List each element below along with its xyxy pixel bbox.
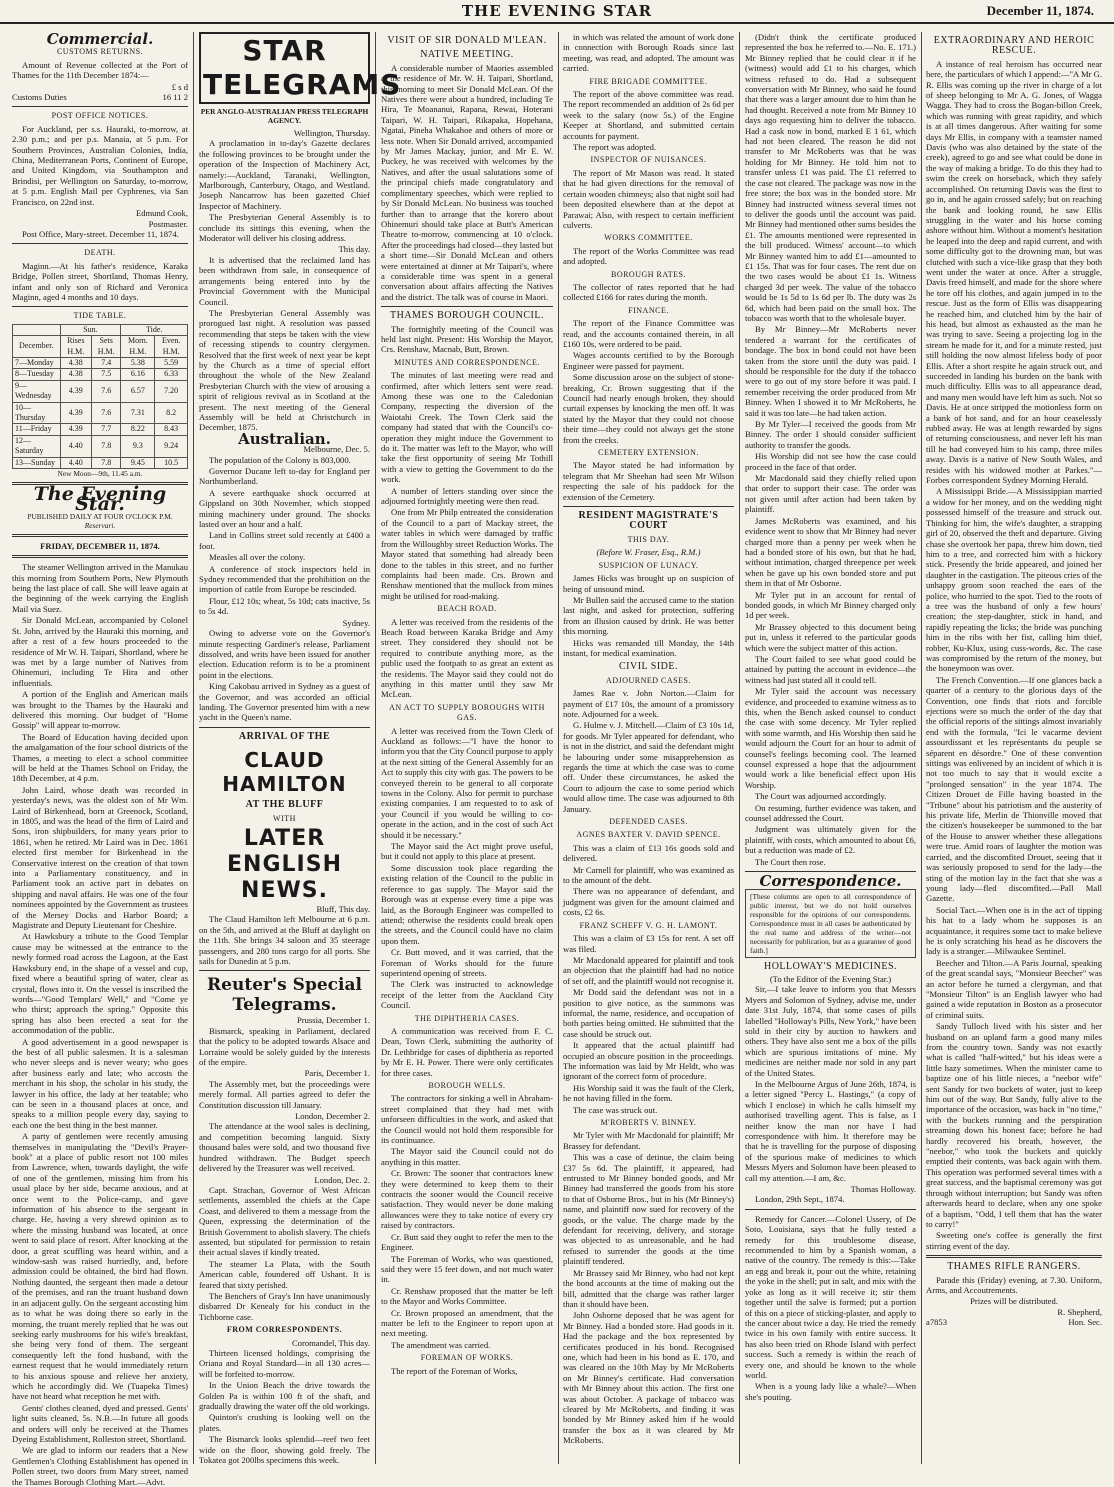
binney-paras [563, 1130, 734, 1445]
tide-col-header: December. [13, 336, 61, 358]
tide-cell: 6.16 [121, 369, 155, 380]
paper-title: The Evening Star. [33, 483, 167, 516]
finance-paras [563, 318, 734, 445]
article-paragraph: Hicks was remanded till Monday, the 14th instant, for medical examination. [563, 637, 734, 658]
motto: Reservari. [84, 520, 116, 530]
article-paragraph: James Rae v. John Norton.—Claim for payment of £17 10s, the amount of a promissory note. Adjourned for a week. [563, 688, 734, 719]
defended-paras [563, 843, 734, 918]
article-paragraph: The Court was adjourned accordingly. [755, 791, 887, 802]
tide-table [12, 324, 188, 469]
article-paragraph: Mr Brassey objected to this document being put in, unless it referred to the particular goods which were the subject matter of this action. [745, 621, 916, 653]
with-heading: WITH [273, 813, 296, 823]
sydney-paras [199, 628, 370, 723]
dateline-paris: Paris, December 1. [304, 1068, 370, 1079]
column-6 [926, 32, 1102, 1464]
rifle-rangers-signature: R. Shepherd, [1057, 1306, 1102, 1317]
col6-paras [926, 59, 1102, 1251]
article-paragraph: A letter was received from the Town Clerk of Auckland as follows:—"I have the honor to inform you that the City Council purpose to apply at the next sitting of the General Assembly for an Act to supply this city with gas. The powers to be conveyed therein to be general to all corporate towns in the Colony. Also for permit to purchase existing companies. I am requested to to ask of your Council if you would be willing to co-operate in the action, and in the cost of such Act should it be necessary." [381, 725, 553, 840]
tide-cell: 4.40 [60, 457, 92, 468]
published-notice: PUBLISHED DAILY AT FOUR O'CLOCK P.M. [27, 511, 173, 521]
minutes-paras [381, 370, 553, 601]
customs-text: Amount of Revenue collected at the Port of Thames for the 11th December 1874:— [12, 59, 188, 81]
coromandel-paras [199, 1348, 370, 1465]
fire-brigade-para: The report of the above committee was read. The report recommended an addition of 2s 6d per week to the salary (now 5s.) of the Engine Keeper at Shortland, and submitted certain accounts for payment. [563, 89, 734, 141]
tide-col-header: Rises H.M. [60, 336, 92, 358]
article-paragraph: A proclamation in to-day's Gazette declares the following provinces to be brought under the operation of the Inspection of Machinery Act, namely:—Auckland, Taranaki, Wellington, Marlborough, Canterbury, Otago, and Westland. Joseph Nancarrow has been gazetted Chief Inspector of Machinery. [199, 138, 370, 211]
column-rule [375, 32, 376, 1464]
tide-cell: 7.8 [92, 435, 121, 457]
rifle-rangers-title: Hon. Sec. [1068, 1317, 1102, 1328]
article-paragraph: Some discussion arose on the subject of stone-breaking, Cr. Brown suggesting that if the Council had nearly enough broken, they should curtail expenses by knocking the men off. It was stated by the Mayor that they could not choose their time—they could not always get the stone from the creeks. [563, 372, 734, 445]
tide-cell: 7.6 [92, 402, 121, 424]
article-paragraph: Mr Brassey said Mr Binney, who had not kept the bond accounts at the time of making out the bill, admitted that the charge was rather larger than it should have been. [563, 1267, 734, 1309]
article-paragraph: A severe earthquake shock occurred at Gippsland on 30th November, which stopped mining machinery under ground. The shocks lasted over an hour and a half. [199, 487, 370, 530]
article-paragraph: This was a claim of £13 16s goods sold and delivered. [563, 842, 734, 864]
foreman-para: The report of the Foreman of Works, [391, 1365, 518, 1376]
defended-heading: DEFENDED CASES. [609, 817, 688, 827]
article-paragraph: There was no appearance of defendant, and judgment was given for the amount claimed and costs, £2 6s. [563, 886, 734, 918]
article-paragraph: Mr Tyler with Mr Macdonald for plaintiff; Mr Brassey for defendant. [563, 1130, 734, 1151]
tide-cell: 6.57 [121, 380, 155, 402]
tide-cell: 6.33 [155, 369, 188, 380]
article-paragraph: Sir Donald McLean, accompanied by Colonel St. John, arrived by the Hauraki this morning, and after a rest of a few hours proceeded to the residence of Mr W. H. Taipari, Shortland, where he was met by a large number of Natives from Ohinemuri, including Te Hira and other influentials. [12, 615, 188, 688]
article-paragraph: The Presbyterian General Assembly was prorogued last night. A resolution was passed recommending that steps be taken with the view of recessing stipends to country clergymen. Resolved that the first week of next year be kept by the Church as a time of special effort throughout the whole of the New Zealand Presbyterian Church with the view of arousing a spirit of religious revival as in Scotland at the present. The next meeting of the General Assembly will be held at Christchurch in December, 1875. [199, 307, 370, 433]
prussia-para: Bismarck, speaking in Parliament, declared that the policy to be adopted towards Alsace and Lorraine would be solely guided by the interests of the empire. [199, 1025, 370, 1068]
article-paragraph: The French Convention.—If one glances back a quarter of a century to the glorious days of the Convention, one finds that riots and forcible ejections were so much the order of the day that the official reports of the sittings almost invariably end with the formula, "Ici le vacarme devient assourdissant et les représentants du peuple se séparent en désordre." One of these convention sittings was enlivened by an incident of which it is not too much to say that it would excite a "prolonged sensation" in the year 1874. The Citizen Drouet de Fille having boasted in the "Tribune" about his patriotism and the austerity of his private life, Merlin de Thionville moved that the citizen's housekeeper be summoned to the bar of the House to answer whether these allegations were true. Amid roars of laughter the motion was carried, and the discomfited Drouet, seeing that it was seriously proposed to send for the lady—the sting of the motion lay in the fact that she was a young lady—fled discomfited.—Pall Mall Gazette. [926, 674, 1102, 904]
article-paragraph: The amendment was carried. [391, 1339, 491, 1350]
article-paragraph: The report of the Finance Committee was read, and the accounts contained therein, in all £160 10s, were ordered to be paid. [563, 318, 734, 349]
tide-cell: 7—Monday [13, 357, 61, 368]
diphtheria-heading: THE DIPHTHERIA CASES. [414, 1013, 520, 1023]
article-paragraph: One from Mr Philp entreated the consideration of the Council to a part of Mackay street, the water tables in which were damaged by traffic from the Willoughby street Reduction Works. The Mayor stated that something had already been done to the tables in this street, and no further complaints had been made. Crs. Brown and Renshaw mentioned that the mullock from mines might be utilised for road-making. [381, 507, 554, 601]
article-paragraph: Judgment was ultimately given for the plaintiff, with costs, which amounted to about £6, but a reduction was made of £2. [745, 824, 916, 856]
court-heading: RESIDENT MAGISTRATE'S COURT [578, 510, 719, 532]
dateline: FRIDAY, DECEMBER 11, 1874. [40, 540, 160, 551]
article-paragraph: Beecher and Tilton.—A Paris Journal, speaking of the great scandal says, "Monsieur Beecher" was an actor before he turned a clergyman, and that "Monsieur Tilton" is an English lawyer who had gained a wide reputation in Boston as a prosecutor of criminal suits. [926, 957, 1102, 1020]
column-rule [558, 32, 559, 1464]
article-paragraph: Mr Macdonald said they chiefly relied upon that order to support their case. The order was not given until after action had been taken by plaintiff. [745, 473, 916, 515]
article-paragraph: Mr Dodd said the defendant was not in a position to give notice, as the summons was informal, the name, residence, and occupation of both parties being omitted. He submitted that the case should be struck out. [563, 987, 734, 1039]
article-paragraph: In the Melbourne Argus of June 26th, 1874, is a letter signed "Percy L. Hastings," (a copy of which I enclose) in which he calls himself my authorised travelling agent. This is false, as I neither know the man nor have I had correspondence with him. It therefore may be that he is travelling for the purpose of disposing of the spurious make of medicines to which Messrs Myers and Solomon have been pleased to call my attention.—I am, &c. [745, 1078, 916, 1183]
article-paragraph: G. Hulme v. J. Mitchell.—Claim of £3 10s 1d, for goods. Mr Tyler appeared for defendant, who is not in the district, and said the defendant might be labouring under some misapprehension as regards the time at which the case was to come off. Under these circumstances, he asked the Court to adjourn the case to some period which would allow time. The case was adjourned to 8th January. [563, 720, 734, 814]
article-paragraph: The Court failed to see what good could be attained by putting the account in evidence—the witness had just stated all it could tell. [745, 653, 916, 685]
tide-cell: 4.39 [60, 380, 92, 402]
adjourned-heading: ADJOURNED CASES. [606, 675, 691, 685]
paris-para: The Assembly met, but the proceedings were merely formal. All parties agreed to defer the Constitution discussion till January. [199, 1078, 370, 1110]
visit-heading: VISIT OF SIR DONALD M'LEAN. [387, 35, 547, 46]
nuisances-para: The report of Mr Mason was read. It stated that he had given directions for the removal of certain wooden chimneys; also that night soil had been deposited elsewhere than at the depot at Parawai; Also, with respect to certain inefficient culverts. [563, 167, 734, 230]
ad-reference: a7853 [926, 1317, 948, 1328]
tide-row [13, 435, 188, 457]
article-paragraph: His Worship said it was the fault of the Clerk, he not having filled in the form. [563, 1082, 734, 1104]
article-paragraph: The case was struck out. [573, 1104, 658, 1115]
death-text: Maginn.—At his father's residence, Karaka Bridge, Pollen street, Shortland, Thomas Henry, infant and only son of Richard and Veronica Maginn, aged 4 months and 10 days. [12, 260, 188, 302]
tide-row [13, 457, 188, 468]
post-office-text: For Auckland, per s.s. Hauraki, to-morrow, at 2.30 p.m.; and per p.s. Manaia, at 5 p.m. For Southern Provinces, Australian Colonies, India, China, Mediterranean Ports, Continent of Europe, and United Kingdom, via Southampton and Brindisi, per Wellington on Saturday, to-morrow, at 5 p.m. English Mail per Cyphrenes, via San Francisco, on 22nd inst. [12, 123, 188, 207]
article-paragraph: Measles all over the colony. [209, 552, 306, 563]
tide-table-heading: TIDE TABLE. [73, 311, 127, 321]
article-paragraph: The Mayor said the Council could not do anything in this matter. [381, 1146, 553, 1167]
tide-cell: 8.22 [121, 424, 155, 435]
article-paragraph: Mr Tyler said the account was necessary evidence, and proceeded to examine witness as to this, when the Bench asked counsel to conduct the case with some decency. Mr Tyler replied with some warmth, and His Worship then said he would adjourn the Court for an hour to admit of counsel's feelings becoming cool. The learned counsel expressed a hope that the adjournment would work a like beneficial effect upon His Worship. [745, 686, 916, 790]
dateline-this-day: This day. [338, 244, 370, 255]
tide-cell: 8.43 [155, 424, 188, 435]
adjourned-paras [563, 688, 734, 814]
gas-act-heading: AN ACT TO SUPPLY BOROUGHS WITH GAS. [389, 702, 545, 723]
article-paragraph: The steamer Wellington arrived in the Manukau this morning from Southern Ports, New Plymouth being the last place of call. She will leave again at the beginning of the week carrying the English Mail via Suez. [12, 562, 188, 614]
lunacy-heading: SUSPICION OF LUNACY. [598, 560, 699, 570]
customs-amount: 16 11 2 [162, 92, 188, 103]
column-3 [381, 32, 553, 1464]
article-paragraph: The Court then rose. [755, 856, 826, 867]
newspaper-title: THE EVENING STAR [461, 2, 653, 20]
holloway-signature: Thomas Holloway. [850, 1184, 916, 1195]
column-2 [199, 32, 402, 1466]
holloway-date: London, 29th Sept., 1874. [755, 1194, 845, 1205]
wellington-paras-2 [199, 255, 370, 433]
article-paragraph: Cr. Brown: The sooner that contractors knew they were determined to keep them to their contracts the sooner would the Council receive satisfaction. They would never be done making allowances were they to take notice of every cry raised by contractors. [381, 1168, 553, 1231]
rifle-rangers-text: Parade this (Friday) evening, at 7.30. Uniform, Arms, and Accoutrements. [926, 1274, 1102, 1295]
article-paragraph: Quinton's crushing is looking well on the plates. [199, 1412, 370, 1433]
dateline-bluff: Bluff, This day. [316, 903, 370, 914]
article-paragraph: Sandy Tulloch lived with his sister and her husband on an upland farm a good many miles from the country town. Sandy was not exactly what is called "half-witted," but his ideas were a little hazy sometimes. When the minister came to baptize one of his little nieces, a "neebor wife" sent Sandy for two buckets of water, just to keep him out of the way. But Sandy, fully alive to the importance of the occasion, was back in "no time," with the buckets running and the perspiration streaming down his honest face; before he had hardly recovered his breath, however, the "neebor," who took the buckets and quickly emptied their contents, was back again with them. This operation was performed several times with a great success, and the baptismal ceremony was got through without interruption; but Sandy was often afterwards heard to declare, when any one spoke of a baptism, "Odd, I tell them that has the water to carry!" [926, 1021, 1102, 1229]
customs-label: Customs Duties [12, 92, 67, 103]
article-paragraph: Mr Macdonald appeared for plaintiff and took an objection that the plaintiff had had no notice of set off, and the plaintiff would not recognise it. [563, 954, 734, 986]
article-paragraph: In the Union Beach the drive towards the Golden Pa is within 100 ft of the shaft, and gradually drawing the water off the old workings. [199, 1380, 370, 1412]
tide-cell: 12—Saturday [13, 435, 61, 457]
london-paras [199, 1185, 370, 1322]
dateline-melbourne: Melbourne, Dec. 5. [303, 444, 370, 455]
article-paragraph: The steamer La Plata, with the South American cable, foundered off Ushant. It is feared that sixty perished. [199, 1258, 370, 1290]
article-paragraph: Cr. Butt moved, and it was carried, that the Foreman of Works should for the future superintend opening of streets. [381, 947, 553, 978]
beach-road-heading: BEACH ROAD. [437, 604, 497, 614]
column-1 [12, 30, 188, 1487]
article-paragraph: Cr. Butt said they ought to refer the men to the Engineer. [381, 1231, 553, 1253]
article-paragraph: Capt. Strachan, Governor of West African settlements, assembled the chiefs at the Cape Coast, and delivered to them a message from the Queen, expressing the determination of the British Government to abolish slavery. The chiefs assented, but stipulated for permission to retain their actual slaves if kindly treated. [199, 1184, 370, 1258]
scheff-heading: FRANZ SCHEFF V. G. H. LAMONT. [579, 920, 718, 930]
tide-cell: 5.59 [155, 357, 188, 368]
claud-hamilton-heading: CLAUD HAMILTON [222, 748, 347, 797]
article-paragraph: By Mr Binney—Mr McRoberts never tendered a warrant for the certificates of bondage. The box in bond could not have been taken from the store until the duty was paid. I should be responsible for the duty if the tobacco were to go out of my store before it was paid. I remember receiving the order produced from Mr Binney. When I showed it to Mr McRoberts, he said it was too late—he had taken action. [745, 324, 916, 418]
tide-cell: 4.38 [60, 369, 92, 380]
article-paragraph: A conference of stock inspectors held in Sydney recommended that the prohibition on the importion of cattle from Europe be rescinded. [199, 563, 370, 595]
correspondence-heading: Correspondence. [759, 872, 902, 891]
wellington-paras [199, 138, 370, 243]
star-telegrams-heading: STAR TELEGRAMS [199, 32, 370, 104]
issue-date: December 11, 1874. [986, 3, 1094, 18]
works-report-paras [563, 32, 734, 74]
article-paragraph: On resuming, further evidence was taken, and counsel addressed the Court. [745, 802, 916, 824]
dateline-wellington: Wellington, Thursday. [293, 128, 370, 138]
scheff-paras [563, 933, 734, 1115]
article-paragraph: James McRoberts was examined, and his evidence went to show that Mr Binney had never charged more than a penny per week when he had a bonded store of his own, but that he had, without intimation, charged threepence per week when he gave up his own bonded store and put them in that of Mr Osborne. [745, 515, 916, 589]
rates-heading: BOROUGH RATES. [610, 269, 686, 279]
finance-heading: FINANCE. [628, 305, 669, 315]
native-meeting-heading: NATIVE MEETING. [420, 49, 514, 61]
tide-cell: 9.24 [155, 435, 188, 457]
article-paragraph: Mr Carnell for plaintiff, who was examined as to the amount of the debt. [563, 864, 734, 886]
article-paragraph: Thirteen licensed holdings, comprising the Oriana and Royal Standard—in all 130 acres—will be forfeited to-morrow. [199, 1348, 370, 1379]
article-paragraph: Sir,—I take leave to inform you that Messrs Myers and Solomon of Sydney, advise me, under date 31st July, 1874, that some cases of pills labelled "Holloway's Pills, New York," have been sold in their city by auction to hawkers and others. They have also sent me a box of the pills which are spurious imitations of mine. My medicines are neither made nor sold in any part of the United States. [745, 984, 916, 1078]
article-paragraph: His Worship did not see how the case could proceed in the face of that order. [745, 451, 916, 472]
dateline-sydney: Sydney. [342, 617, 370, 628]
fire-brigade-heading: FIRE BRIGADE COMMITTEE. [589, 76, 708, 86]
binney-continued-paras [745, 32, 916, 867]
tide-cell: 7.8 [92, 457, 121, 468]
tide-cell: 8.2 [155, 402, 188, 424]
cancer-remedy-para: Remedy for Cancer.—Colonel Ussery, of De Soto, Louisiana, says that he fully tested a remedy for this troublesome disease, recommended to him by a Spanish woman, a native of the country. The remedy is this:—Take an egg and break it, pour out the white, retaining the yoke in the shell; put in salt, and mix with the yoke as long as it will receive it; stir them together until the salve is formed; put a portion of this on a piece of sticking-plaster, and apply to the cancer about twice a day. He tried the remedy twice in his own family with entire success. It has also been tried on Rhode Island with perfect success. Such a remedy is within the reach of every one, and should be known to the whole world. [745, 1213, 916, 1380]
article-paragraph: The Foreman of Works, who was questioned, said they were 15 feet down, and not much water in. [381, 1253, 553, 1285]
heroic-rescue-heading: EXTRAORDINARY AND HEROIC RESCUE. [933, 35, 1095, 57]
tide-cell: 7.7 [92, 424, 121, 435]
fire-brigade-para-2: The report was adopted. [573, 142, 657, 153]
article-paragraph: A Mississippi Bride.—A Mississippian married a widow for her money, and on the wedding night possessed himself of the treasure and struck out. Thinking for him, the wife's daughter, a strapping girl of 20, observed the theft and departure. Giving chase she overtook her papa, threw him down, tied him to a tree, and corrected him with a hickory stick. Presently the bride appeared, and joined her daughter in the castigation. The piteous cries of the unhappy groom soon reached the ears of the police, who hurried to the spot. Tied to the roots of a tree was the husband of only a few hours' creation; the step-daughter, stick in hand, and rapidly repeating the licks; the bride was punching him in the ribs with her fist, calling him thief, robber, Ku-Klux, using cuss-words, &c. The case was compromised by the return of the money, but the honeymoon was over. [926, 486, 1102, 674]
rifle-rangers-prizes: Prizes will be distributed. [970, 1296, 1058, 1307]
article-paragraph: Wages accounts certified to by the Borough Engineer were passed for payment. [563, 350, 734, 371]
article-paragraph: Land in Collins street sold recently at £400 a foot. [199, 530, 370, 551]
tide-col-header [13, 324, 61, 335]
article-paragraph: We are glad to inform our readers that a New Gentlemen's Clothing Establishment has opened in Pollen street, two doors from Mary street, named the Thames Borough Clothing Mart.—Advt. [12, 1445, 188, 1487]
arrival-heading: ARRIVAL OF THE [238, 730, 331, 742]
post-signature: Edmund Cook, [135, 208, 188, 219]
tide-cell: 4.40 [60, 435, 92, 457]
tide-row [13, 402, 188, 424]
article-paragraph: The contractors for sinking a well in Abraham-street complained that they had met with unforseen difficulties in the work, and asked that the Council would not hold them responsible for its continuance. [381, 1093, 553, 1146]
article-paragraph: Cr. Brown proposed an amendment, that the matter be left to the Engineer to report upon at next meeting. [381, 1307, 553, 1339]
article-paragraph: John Osborne deposed that he was agent for Mr Binney. Had a bonded store. Had goods in it. Had the package and the box represented by certificates produced in his bond. Recognised one, which had been in his bond as E. 170, and was cleared on the 10th May by Mr McRoberts on Mr Binney's certificate. Had conversation with Mr Binney about this action. The first one was about October. A package of tobacco was cleared by Mr McRoberts, and finding it was bonded by Mr Binney asked him if he would transfer the box as it was cleared by Mr McRoberts. [563, 1310, 734, 1446]
article-paragraph: Social Tact.—When one is in the act of tipping his hat to a lady whom he supposes is an acquaintance, it requires some tact to make believe he is only scratching his head as he discovers the lady is a stranger.—Milwaukee Sentinel. [926, 904, 1102, 957]
post-office-date: Post Office, Mary-street. December 11, 1874. [22, 228, 179, 239]
tide-col-header: Morn. H.M. [121, 336, 155, 358]
commercial-heading: Commercial. [46, 30, 154, 48]
rates-para: The collector of rates reported that he had collected £166 for rates during the month. [563, 281, 734, 303]
tide-row [13, 357, 188, 368]
tide-cell: 8—Tuesday [13, 369, 61, 380]
tide-cell: 9.45 [121, 457, 155, 468]
london-para: The attendance at the wool sales is declining, and competition becoming languid. Sixty thousand bales were sold, and two thousand five hundred withdrawn. The Budget speech delivered by the Treasurer was well received. [199, 1121, 370, 1174]
tide-cell: 4.39 [60, 424, 92, 435]
article-paragraph: The minutes of last meeting were read and confirmed, after which letters sent were read. Among these was one to the Caledonian Company, respecting the diversion of the Waiotahi Creek. The Town Clerk said the company had stated that with the Council's co-operation they might induce the Government to do it. The matter was left to the Mayor, who will take the first opportunity of seeing Mr Tothill with a view to getting the Government to do the work. [381, 370, 553, 485]
article-paragraph: The Benchers of Gray's Inn have unanimously disbarred Dr Kenealy for his conduct in the Tichborne case. [199, 1290, 370, 1322]
tide-cell: 7.6 [92, 380, 121, 402]
works-committee-para: The report of the Works Committee was read and adopted. [563, 245, 734, 267]
article-paragraph: John Laird, whose death was recorded in yesterday's news, was the oldest son of Mr Wm. Laird of Birkenhead, born at Greenock, Scotland, in 1805, and was the head of the firm of Laird and Sons, iron shipbuilders, for many years prior to 1861, when he retired. Mr Laird was in Dec. 1861 elected first member for Birkenhead in the Conservative interest on the creation of that town into a Parliamentary constituency, and in Parliament took an active part in debates on shipping and naval affairs. He was one of the four nominees appointed by the Government as trustees of the Mersey Docks and Harbor Board; a Magistrate and Deputy Lieutenant for Cheshire. [12, 784, 188, 931]
wells-paras [381, 1093, 553, 1350]
tide-cell: 4.38 [60, 357, 92, 368]
article-paragraph: A party of gentlemen were recently amusing themselves in manipulating the "Devil's Prayer-book" at a place of public resort not 100 miles from Lawrence, when, towards daylight, the wife of one of the gentlemen, missing him from his usual place by her side, became anxious, and at once went to the Police-camp, and gave information of his absence to the sergeant in charge. He, having a very shrewd opinion as to where the missing husband was located, at once went to said place of resort. After knocking at the door, a great scuffling was heard within, and a window-sash was raised hurriedly, and, before admission could be obtained, the bird had flown. Nothing daunted, the sergeant then made a detour of the premises, and ran the truant husband down in an adjacent gully. On the sergeant accosting him as to what he was doing there so early in the morning, the truant merely replied that he was out seeking early mushrooms for his wife's breakfast, she being very fond of them. The sergeant consequently left the fond husband, with the earnest request that he would immediately return to his anxious spouse and relieve her anxiety, which he accordingly did. We (Tuapeka Times) have not heard what reception he met with. [12, 1131, 188, 1402]
wells-heading: BOROUGH WELLS. [428, 1081, 506, 1090]
article-paragraph: Some discussion took place regarding the existing relation of the Council to the public in reference to gas supply. The Mayor said the Borough was at expense every time a pipe was laid, as the Borough Engineer was compelled to attend; otherwise the residents could break open the streets, and the Council could have no claim upon them. [381, 862, 553, 946]
rifle-rangers-heading: THAMES RIFLE RANGERS. [947, 1261, 1081, 1273]
cemetery-para: The Mayor stated he had information by telegram that Mr Sheehan had seen Mr Wilson respecting the sale of his paddock for the extension of the Cemetery. [563, 460, 734, 502]
beach-road-para: A letter was received from the residents of the Beach Road between Karaka Bridge and Amy street. They considered they should not be required to contribute anything more, as the public used the footpath to as great an extent as the residents. The Mayor said they could not do anything in this matter until they saw Mr McLean. [381, 616, 553, 700]
article-paragraph: This was a claim of £3 15s for rent. A set off was filed. [563, 933, 734, 954]
tide-group-header: Tide. [121, 324, 188, 335]
article-paragraph: Flour, £12 10s; wheat, 5s 10d; cats inactive, 5s to 5s 4d. [199, 595, 370, 617]
article-paragraph: The Clerk was instructed to acknowledge receipt of the letter from the Auckland City Council. [381, 979, 553, 1011]
tide-cell: 7.4 [92, 357, 121, 368]
article-paragraph: It is advertised that the reclaimed land has been withdrawn from sale, in consequence of arrangements being entered into by the Provincial Government with the Municipal Council. [199, 254, 370, 307]
article-paragraph: King Cakobau arrived in Sydney as a guest of the Governor, and was accorded an official landing. The Governor presented him with a new yacht in the Queen's name. [199, 681, 370, 723]
tide-cell: 7.20 [155, 380, 188, 402]
article-paragraph: Sweeting one's coffee is generally the first stirring event of the day. [926, 1230, 1102, 1251]
article-paragraph: This was a case of detinue, the claim being £37 5s 6d. The plaintiff, it appeared, had entrusted to Mr Binney bonded goods, and Mr Binney had transferred the goods from his store to that of Osborne Bros., but in his (Mr Binney's) name, and plaintiff now sued for recovery of the goods, or the value. The charge made by the defendant for receiving, delivery, and storage was objected to as unreasonable, and he had refused to surrender the goods at the time plaintiff tendered. [563, 1152, 734, 1267]
customs-row [12, 92, 188, 102]
tide-note: New Moon—9th, 11.45 a.m. [57, 469, 143, 479]
agency-line: PER ANGLO-AUSTRALIAN PRESS TELEGRAPH AGENCY. [200, 107, 369, 125]
tide-row [13, 369, 188, 380]
works-committee-heading: WORKS COMMITTEE. [604, 233, 693, 243]
article-paragraph: At Hawksbury a tribute to the Good Templar cause may be witnessed at the entrance to the newly formed road across the Lagoon, at the East Hawksbury end, in the shape of a vessel and cup, fixed where a beautiful spring of water, clear as crystal, flows into it. On the vessel is inscribed the words—"Good Templars' Well," and "Come ye who thirst; approach the spring." Opposite this spring has also been erected a seat for the accommodation of the public. [12, 931, 188, 1036]
later-news-heading: LATER ENGLISH NEWS. [227, 825, 342, 903]
column-4 [563, 32, 734, 1464]
tide-cell: 9.3 [121, 435, 155, 457]
dateline-london: London, December 2. [295, 1111, 370, 1122]
council-para: The fortnightly meeting of the Council was held last night. Present: His Worship the Mayor, Crs. Renshaw, Macnab, Butt, Brown. [381, 323, 553, 355]
tide-group-header: Sun. [60, 324, 121, 335]
bluff-para: The Claud Hamilton left Melbourne at 6 p.m. on the 5th, and arrived at the Bluff at daylight on the 11th. She brings 34 saloon and 35 steerage passengers, and 280 tons cargo for all ports. She sails for Dunedin at 5 p.m. [199, 914, 370, 966]
rifle-rangers-footer [926, 1317, 1102, 1327]
article-paragraph: in which was related the amount of work done in connection with Borough Roads since last meeting, was read, and adopted. The amount was carried. [563, 32, 734, 74]
article-paragraph: Mr Tyler put in an account for rental of bonded goods, in which Mr Binney charged only 1d per week. [745, 589, 916, 621]
tide-cell: 13—Sunday [13, 457, 61, 468]
dateline-prussia: Prussia, December 1. [296, 1015, 370, 1026]
column-rule [739, 32, 740, 1464]
tide-cell: 11—Friday [13, 424, 61, 435]
article-paragraph: By Mr Tyler—I received the goods from Mr Binney. The order I should consider sufficient authority to transfer the goods. [745, 419, 916, 450]
column-5 [745, 32, 916, 1464]
tide-col-header: Even. H.M. [155, 336, 188, 358]
lunacy-paras [563, 573, 734, 658]
holloway-sub: (To the Editor of the Evening Star.) [769, 973, 892, 984]
australian-heading: Australian. [238, 429, 331, 448]
article-paragraph: Mr Bullen said the accused came to the station last night, and asked for protection, suffering from an illusion caused by drink. He was better this morning. [563, 594, 734, 637]
cemetery-heading: CEMETERY EXTENSION. [598, 448, 699, 458]
foreman-heading: FOREMAN OF WORKS. [420, 1353, 514, 1363]
holloway-heading: HOLLOWAY'S MEDICINES. [763, 960, 898, 972]
customs-heading: CUSTOMS RETURNS. [56, 47, 144, 57]
tide-cell: 4.39 [60, 402, 92, 424]
tide-cell: 5.38 [121, 357, 155, 368]
at-bluff-heading: AT THE BLUFF [245, 799, 324, 811]
article-paragraph: The Bismarck looks splendid—reef two feet wide on the floor, showing gold freely. The Tokatea got 200lbs specimens this week. [199, 1434, 370, 1466]
article-paragraph: The Presbyterian General Assembly is to conclude its sittings this evening, when the Moderator will deliver his closing address. [199, 212, 370, 244]
gas-paras [381, 726, 553, 1011]
minutes-heading: MINUTES AND CORRESPONDENCE. [394, 357, 540, 367]
article-paragraph: Governor Ducane left to-day for England per Northumberland. [199, 466, 370, 487]
court-day: THIS DAY. [627, 534, 670, 544]
article-paragraph: The Board of Education having decided upon the amalgamation of the four school districts of the Thames, a meeting to elect a school committee will be held at the Thames School on Friday, the 18th December, at 4 p.m. [12, 731, 188, 784]
article-paragraph: The population of the Colony is 803,000. [209, 454, 351, 465]
column-rule [193, 32, 194, 1464]
article-paragraph: The Mayor said the Act might prove useful, but it could not apply to this place at present. [381, 841, 553, 862]
tide-row [13, 380, 188, 402]
holloway-paras [745, 984, 916, 1183]
court-before: (Before W. Fraser, Esq., R.M.) [596, 547, 701, 558]
article-paragraph: A number of letters standing over since the adjourned fortnightly meeting were then read. [381, 485, 553, 507]
correspondents-heading: FROM CORRESPONDENTS. [226, 1325, 343, 1335]
nuisances-heading: INSPECTOR OF NUISANCES. [590, 155, 707, 165]
article-paragraph: Gents' clothes cleaned, dyed and pressed. Gents' light suits cleaned, 5s. N.B.—In future all goods and orders will only be received at the Thames Dyeing Establishment, Rolleston street, Shortland. [12, 1402, 188, 1444]
tide-cell: 10.5 [155, 457, 188, 468]
masthead [0, 0, 1114, 24]
melbourne-paras [199, 455, 370, 617]
article-paragraph: Owing to adverse vote on the Governor's minute respecting Gardiner's release, Parliament dissolved, and writs have been issued for another election. Education reform is to be a prominent point in the elections. [199, 628, 370, 680]
post-office-heading: POST OFFICE NOTICES. [51, 111, 149, 121]
article-paragraph: James Hicks was brought up on suspicion of being of unsound mind. [563, 573, 734, 594]
article-paragraph: Cr. Renshaw proposed that the matter be left to the Mayor and Works Committee. [381, 1285, 553, 1307]
dateline-coromandel: Coromandel, This day. [291, 1337, 370, 1348]
article-paragraph: A instance of real heroism has occurred near here, the particulars of which I append:—"A Mr G. R. Ellis was coming up the river in charge of a lot of sheep belonging to Mr A. G. Jones, of Wagga Wagga. They had to cross the Bogan-billon Creek, which was running with great rapidity, and which is at all times dangerous. After waiting for some days Mr Ellis, in company with a teamster named Davis (who was also detained by the state of the creek), agreed to go and see what could be done in the way of making a bridge. To do this they had to swim the creek on horseback, which they safely accomplished. On returning Davis was the first to go in, and he again crossed safely; but on reaching the bank and looking round, he saw Ellis struggling in the water and his horse coming ashore without him. Without a moment's hesitation he leaped into the deep and rapid current, and with some difficulty got to the drowning man, but was clutched with such a vice-like grasp that they both went under the water at once. After a struggle, Davis freed himself, and made for the shore where he tore off his clothes, and again jumped in to the rescue. Just as the form of Ellis was disappearing he reached him, and clutched him by the hair of his head, but almost as exhausted as the man he was trying to save. Seeing a projecting log in the stream he made for it, and for a minute rested, just still holding the now almost lifeless body of poor Ellis. After a short respite he again struck out, and succeeded in landing his burden on the bank with much difficulty. Ellis was to all appearance dead, and many men would have left him as such. Not so Davis. He at once stripped the motionless form on a bank of hot sand, and for an hour ceaselessly rubbed away. He was at length rewarded by signs of returning consciousness, and never left his man till he had conveyed him to his camp, three miles away. Davis is a native of New South Wales, and resides with his widowed mother at Parkes."—Forbes correspondent Sydney Morning Herald. [926, 58, 1102, 486]
death-heading: DEATH. [84, 248, 116, 258]
article-paragraph: A portion of the English and American mails was brought to the Thames by the Hauraki and delivered this morning. Our budget of "Home Gossip" will appear to-morrow. [12, 689, 188, 731]
defended-sub: AGNES BAXTER V. DAVID SPENCE. [576, 830, 721, 840]
correspondence-notice: [These columns are open to all correspondence of public interest, but we do not hold ourselves responsible for the opinions of our correspondents. Correspondence must in all cases be authenticated by the real name and address of the writer—not necessarily for publication, but as a guarantee of good faith.] [745, 889, 916, 958]
whale-joke-para: When is a young lady like a whale?—When she's pouting. [745, 1381, 916, 1402]
diphtheria-para: A communication was received from F. C. Dean, Town Clerk, submitting the authority of Dr. Lethbridge for cases of diphtheria as reported by Mr E. H. Power. There were only certificates for three cases. [381, 1025, 553, 1078]
civil-heading: CIVIL SIDE. [618, 661, 678, 673]
article-paragraph: It appeared that the actual plaintiff had occupied an obscure position in the proceedings. The information was laid by Mr Heldt, who was ignorant of the correct form of procedure. [563, 1040, 734, 1082]
article-paragraph: A good advertisement in a good newspaper is the best of all public salesmen. It is a salesman who never sleeps and is never weary; who goes after business early and late; who accosts the merchant in his shop, the scholar in his study, the lawyer in his office, the lady at her teatable; who can be seen in a thousand places at once, and speaks to a million people every day, saying to each one the best thing in the best manner. [12, 1036, 188, 1130]
tide-cell: 10—Thursday [13, 402, 61, 424]
tide-cell: 7.31 [121, 402, 155, 424]
article-paragraph: (Didn't think the certificate produced represented the box he referred to.—No. E. 171.) Mr Binney replied that he could clear it if he (witness) would add £1 to his charges, which witness refused to do. Had a subsequent conversation with Mr Binney, who said he found that there was a larger amount due to him than he had thought. Received a note from Mr Binney 10 days ago requesting him to deliver the tobacco. Had a cask now in bond, marked E 1 61, which had not been cleared. The reason he did not transfer to Mr McRoberts was that he was holding for Mr Binney. He told him not to transfer unless £1 was paid. The £1 referred to the case not cleared. The package was now in the free store; the box was in the bonded store. Mr Binney had instructed witness several times not to deliver the goods until the account was paid. Mr Binney had mentioned other sums besides the £1. The amounts mentioned were represented in the bill produced. Witness' account—to which Mr Binney wanted him to add £1—amounted to £1 15s. That was for four cases. The rent due on the two cases would be about £1 1s. Witness charged 3d per week. The value of the tobacco would be 1s 5d to 1s 6d per lb. The duty was 2s 6d, which had been paid on the small box. The tobacco was worth that to the wholesale buyer. [745, 32, 916, 323]
customs-units: £ s d [171, 81, 188, 92]
column-rule [921, 32, 922, 1464]
tide-cell: 7.5 [92, 369, 121, 380]
council-heading: THAMES BOROUGH COUNCIL. [389, 310, 544, 322]
col1-articles [12, 562, 188, 1487]
native-meeting-para: A considerable number of Maories assembled at the residence of Mr. W. H. Taipari, Shortland, this morning to meet Sir Donald McLean. Of the Natives there were about a hundred, including Te Hira, Te Moananui, Rapana, Rewai, Hoterani Taipari, W. H. Taipari, Rikapaka, Hopehana, Ngatai, Pineha Whakahoe and others of more or less note. When Sir Donald arrived, accompanied by Mr James Mackay, junior, and Mr E. W. Puckey, he was received with welcomes by the Natives, and after the usual salutations some of the principal chiefs made congratulatory and complimentary speeches, which were replied to by Sir Donald McLean. No business was touched further than to arrange that the korero about Ohinemuri should take place at Butt's American Theatre to-morrow, commencing at 10 o'clock. After the proceedings had closed—they lasted but a short time—Sir Donald McLean and others were entertained at dinner at Mr Taipari's, where a considerable time was spent in a general conversation about affairs affecting the Natives and the district. The talk was of course in Maori. [381, 62, 553, 302]
tide-row [13, 424, 188, 435]
post-signature-title: Postmaster. [148, 218, 188, 229]
tide-cell: 9—Wednesday [13, 380, 61, 402]
tide-col-header: Sets H.M. [92, 336, 121, 358]
dateline-london-2: London, Dec. 2. [314, 1174, 370, 1185]
binney-heading: M'ROBERTS V. BINNEY. [600, 1118, 697, 1127]
reuter-heading: Reuter's Special Telegrams. [207, 975, 362, 1016]
